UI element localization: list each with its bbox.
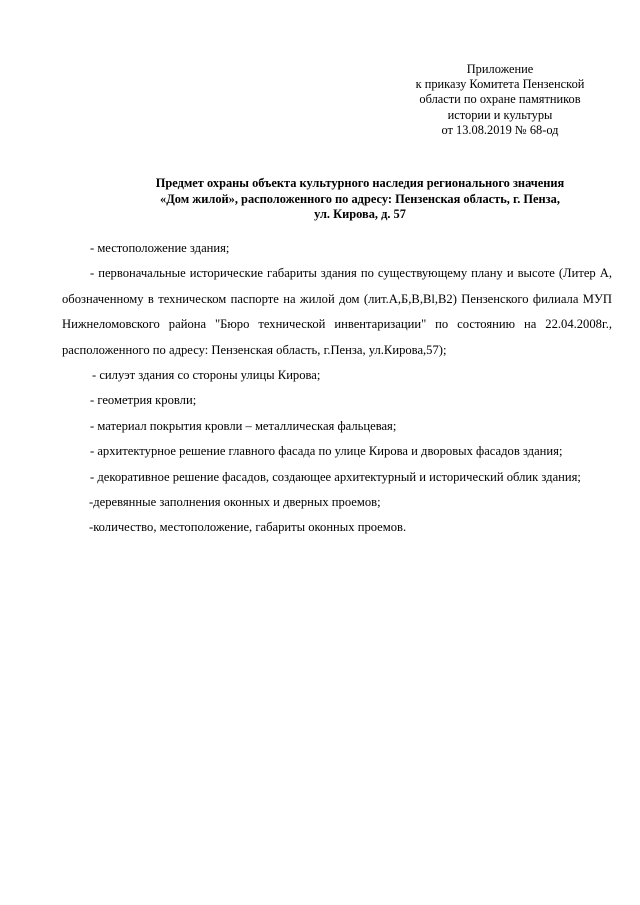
list-item: - геометрия кровли; bbox=[90, 393, 197, 408]
list-item: -деревянные заполнения оконных и дверных проемов; bbox=[89, 495, 381, 510]
appendix-block bbox=[395, 62, 605, 138]
list-item: -количество, местоположение, габариты оконных проемов. bbox=[89, 520, 407, 535]
document-title bbox=[60, 176, 640, 223]
title-line: Предмет охраны объекта культурного наследия регионального значения bbox=[155, 176, 565, 190]
title-line: «Дом жилой», расположенного по адресу: Пензенская область, г. Пенза, bbox=[160, 191, 560, 206]
list-item: - архитектурное решение главного фасада по улице Кирова и дворовых фасадов здания; bbox=[90, 444, 563, 459]
list-item: - местоположение здания; bbox=[90, 241, 230, 255]
appendix-line: области по охране памятников bbox=[419, 92, 581, 107]
list-item: - декоративное решение фасадов, создающее архитектурный и исторический облик здания; bbox=[90, 469, 581, 484]
appendix-line: истории и культуры bbox=[447, 107, 553, 122]
protection-items-list bbox=[62, 236, 612, 541]
list-item: - материал покрытия кровли – металлическая фальцевая; bbox=[90, 418, 397, 433]
appendix-line: Приложение bbox=[466, 62, 534, 76]
appendix-date-line: от 13.08.2019 № 68-од bbox=[441, 122, 559, 137]
title-line: ул. Кирова, д. 57 bbox=[314, 207, 406, 222]
list-item: - силуэт здания со стороны улицы Кирова; bbox=[92, 368, 321, 383]
list-item: - первоначальные исторические габариты здания по существующему плану и высоте (Литер А, обозначенному в техническом паспорте на жилой дом (лит.А,Б,В,Bl,В2) Пензенского филиала МУП Нижнеломовского района "Бюро технической инвентаризации" по состоянию на 22.04.2008г., расположенного по адресу: Пензенская область, г.Пенза, ул.Кирова,57); bbox=[62, 266, 612, 357]
appendix-line: к приказу Комитета Пензенской bbox=[415, 77, 585, 92]
